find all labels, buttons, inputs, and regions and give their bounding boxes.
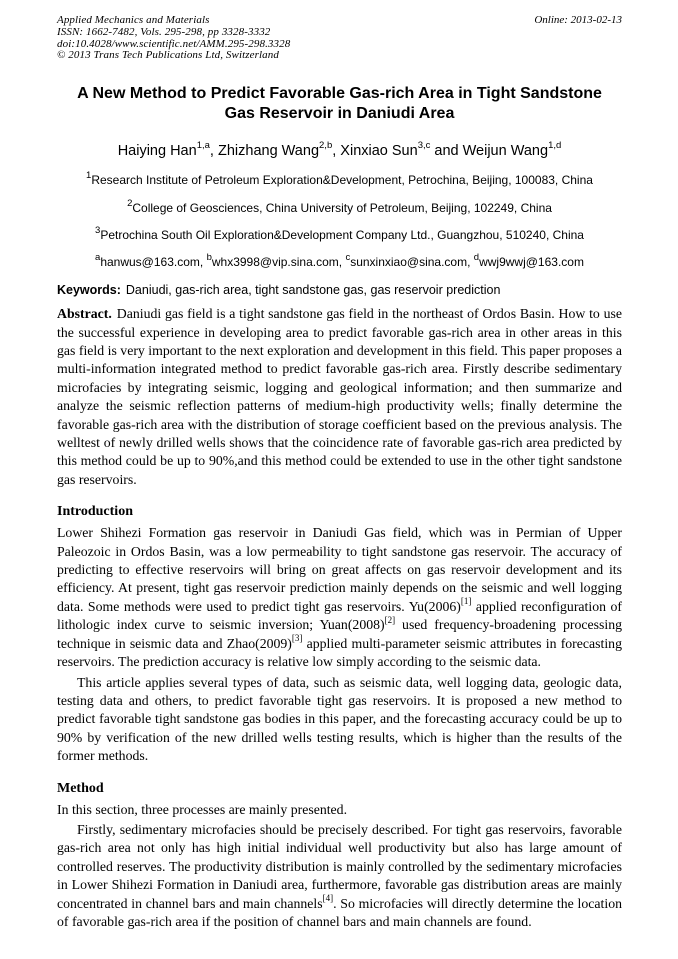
author-separator: , [209,143,218,160]
journal-name: Applied Mechanics and Materials [57,14,210,26]
email-separator: , [338,255,346,270]
copyright-line: © 2013 Trans Tech Publications Ltd, Switzerland [57,49,279,62]
affiliation-text: College of Geosciences, China University of Petroleum, Beijing, 102249, China [132,201,552,216]
email-marker: b [206,252,212,264]
introduction-paragraph-1 [57,524,622,671]
author-separator: , [332,143,341,160]
method-paragraph-2 [57,821,622,931]
email-marker: a [95,252,101,264]
citation-ref-4: [4] [322,892,334,903]
citation-ref-2: [2] [384,614,396,625]
author-affil-marker: 3,c [417,140,431,152]
abstract-text: Daniudi gas field is a tight sandstone gas field in the northeast of Ordos Basin. How to use the successful experience in developing area to predict favorable gas-rich area in other areas in this gas field is very important to the next exploration and development in this field. This paper proposes a multi-information integrated method to predict favorable gas-rich area. Firstly describe sedimentary microfacies by integrating seismic, logging and geological information; and then summarize and analyze the seismic reflection patterns of medium-high productivity wells; finally determine the favorable gas-rich area with the distribution of storage coefficient based on the previous analysis. The welltest of newly drilled wells shows that the coincidence rate of favorable gas-rich area predicted by this method could be up to 90%,and this method could be extended to use in the other tight sandstone gas reservoirs. [57,306,622,487]
affiliation-text: Petrochina South Oil Exploration&Development Company Ltd., Guangzhou, 510240, China [100,228,584,243]
email-address: whx3998@vip.sina.com [211,255,339,270]
abstract-paragraph [57,305,622,489]
paper-title-line-1: A New Method to Predict Favorable Gas-rich Area in Tight Sandstone [77,85,602,103]
keywords-label: Keywords: [57,283,121,298]
email-address: wwj9wwj@163.com [479,255,584,270]
email-separator: , [199,255,207,270]
affiliation-marker: 2 [127,198,133,210]
author-affil-marker: 1,a [196,140,210,152]
section-heading-introduction: Introduction [57,504,133,520]
author-name: Weijun Wang [462,143,549,160]
paragraph-text: applied multi-parameter seismic attributes in forecasting reservoirs. The prediction accuracy is relative low simply according to the seismic data. [57,635,622,670]
affiliation-2 [57,200,622,216]
author-emails-line [57,254,622,270]
affiliation-marker: 1 [86,170,92,182]
affiliation-marker: 3 [95,225,101,237]
section-heading-method: Method [57,780,104,796]
keywords-text: Daniudi, gas-rich area, tight sandstone gas, gas reservoir prediction [125,283,501,298]
citation-ref-3: [3] [291,633,303,644]
paragraph-text: Firstly, sedimentary microfacies should be precisely described. For tight gas reservoirs, favorable gas-rich area not only has high initial individual well productivity but also has large amount of controlled reserves. The productivity distribution is mainly controlled by the sedimentary microfacies in Lower Shihezi Formation in Daniudi area, furthermore, favorable gas distribution areas are mainly concentrated in channel bars and main channels [57,821,622,911]
email-marker: c [345,252,351,264]
author-affil-marker: 2,b [319,140,333,152]
issn-line: ISSN: 1662-7482, Vols. 295-298, pp 3328-3332 [57,25,271,38]
paper-title [57,84,622,123]
method-paragraph-1: In this section, three processes are mainly presented. [57,801,348,817]
affiliation-3 [57,227,622,243]
email-marker: d [473,252,480,264]
paragraph-text: used frequency-broadening processing technique in seismic data and Zhao(2009) [57,617,622,651]
author-name: Haiying Han [117,143,197,160]
author-affil-marker: 1,d [548,140,562,152]
introduction-paragraph-2: This article applies several types of data, such as seismic data, well logging data, geologic data, testing data and others, to predict favorable tight gas reservoirs. It is proposed a new method to predict favorable tight sandstone gas bodies in this paper, and the forecasting accuracy could be up to 90% by verification of the new drilled wells testing results, which is higher than the results of the former methods. [57,674,622,764]
email-separator: , [467,255,474,270]
paragraph-text: . So microfacies will directly determine the location of favorable gas-rich area if the position of channel bars and main channels are found. [57,895,623,929]
doi-line: doi:10.4028/www.scientific.net/AMM.295-298.3328 [57,37,291,50]
author-name: Zhizhang Wang [217,143,320,160]
email-address: hanwus@163.com [100,255,200,270]
keywords-line [57,282,622,299]
author-line [57,140,622,162]
email-address: sunxinxiao@sina.com [350,255,468,270]
author-name: Xinxiao Sun [340,143,418,160]
citation-ref-1: [1] [460,596,472,607]
affiliation-text: Research Institute of Petroleum Exploration&Development, Petrochina, Beijing, 100083, China [91,173,593,188]
paragraph-text: applied reconfiguration of lithologic index curve to seismic inversion; Yuan(2008) [57,598,622,633]
online-date: Online: 2013-02-13 [534,14,622,26]
paper-title-line-2: Gas Reservoir in Daniudi Area [224,104,455,122]
abstract-label: Abstract. [57,306,112,322]
paragraph-text: Lower Shihezi Formation gas reservoir in Daniudi Gas field, which was in Permian of Upper Paleozoic in Ordos Basin, was a low permeability to tight sandstone gas reservoir. The accuracy of predicting to effective reservoirs will bring on great affects on gas reservoir development and its efficiency. At present, tight gas reservoir prediction mainly depends on the seismic and well logging data. Some methods were used to predict tight gas reservoirs. Yu(2006) [57,525,622,614]
affiliation-1 [57,172,622,188]
author-separator: and [430,143,463,160]
